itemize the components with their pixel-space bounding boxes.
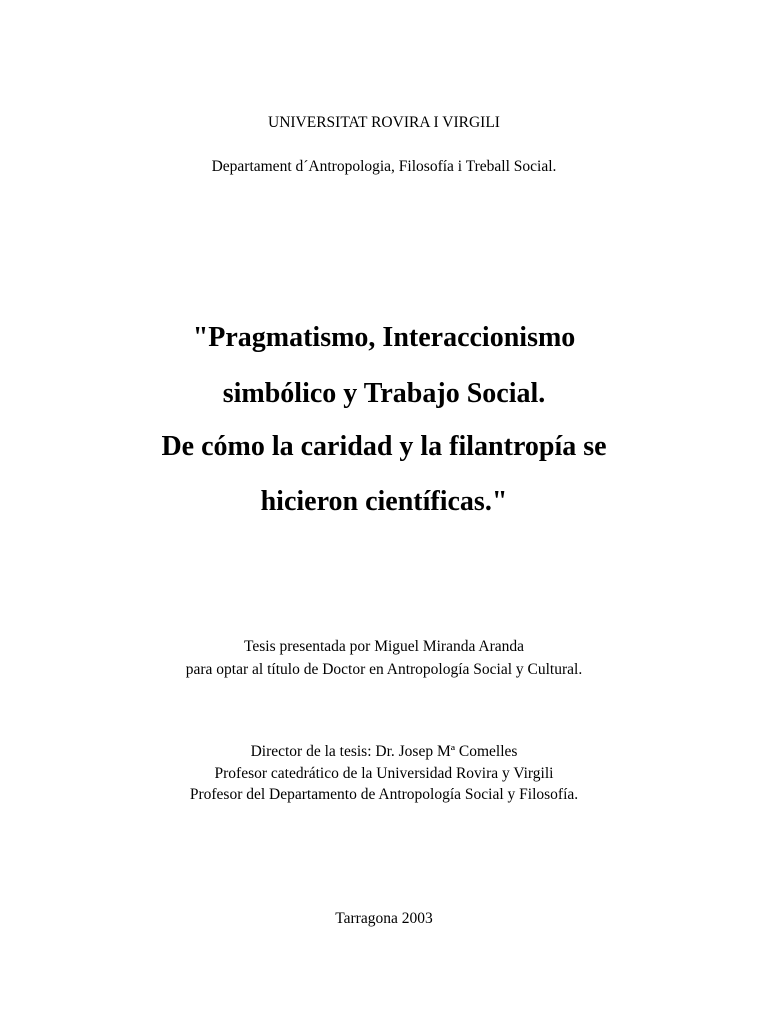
thesis-title-line-2: simbólico y Trabajo Social.: [222, 378, 546, 409]
director-line-2: Profesor catedrático de la Universidad Rovira y Virgili: [214, 765, 554, 782]
thesis-title-line-4: hicieron científicas.": [260, 486, 508, 517]
presentation-line-2: para optar al título de Doctor en Antropología Social y Cultural.: [185, 661, 583, 678]
director-line-3: Profesor del Departamento de Antropología Social y Filosofía.: [189, 786, 579, 803]
thesis-title-line-3: De cómo la caridad y la filantropía se: [161, 431, 607, 462]
thesis-title-line-1: "Pragmatismo, Interaccionismo: [192, 322, 576, 353]
presentation-line-1: Tesis presentada por Miguel Miranda Aranda: [244, 638, 524, 655]
university-name: UNIVERSITAT ROVIRA I VIRGILI: [268, 114, 500, 131]
director-line-1: Director de la tesis: Dr. Josep Mª Comelles: [250, 743, 518, 760]
department-name: Departament d´Antropologia, Filosofía i Treball Social.: [211, 158, 557, 175]
place-and-date: Tarragona 2003: [335, 910, 433, 927]
